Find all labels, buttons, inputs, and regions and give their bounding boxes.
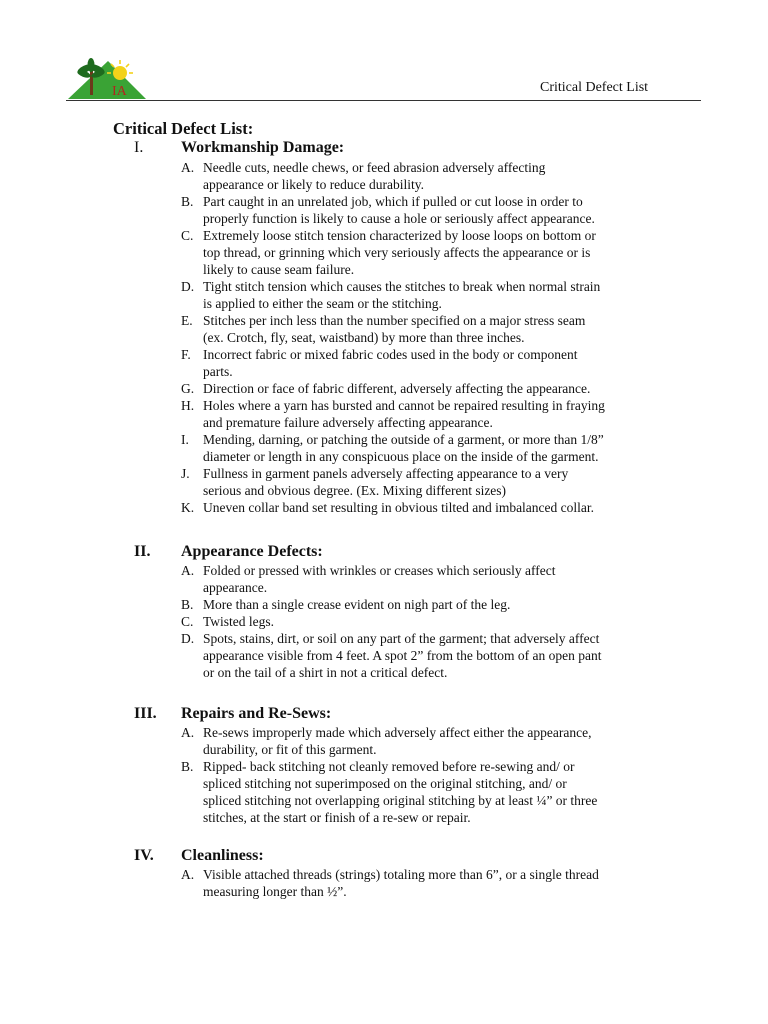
page-header: [0, 0, 768, 102]
item-text: [203, 193, 673, 227]
item-text-line: Spots, stains, dirt, or soil on any part of the garment; that adversely affect: [203, 631, 600, 646]
item-letter: A.: [181, 725, 195, 740]
item-text-line: Visible attached threads (strings) totaling more than 6”, or a single thread: [203, 867, 599, 882]
item-text-line: Re-sews improperly made which adversely affect either the appearance,: [203, 725, 592, 740]
item-letter: I.: [181, 432, 189, 447]
defect-item: [0, 758, 768, 826]
item-text: [203, 724, 673, 758]
item-text-line: top thread, or grinning which very seriously affects the appearance or is: [203, 245, 591, 260]
item-letter: B.: [181, 597, 194, 612]
item-text: [203, 380, 673, 397]
item-text-line: spliced stitching not superimposed on the original stitching, and/ or: [203, 776, 567, 791]
item-text: [203, 613, 673, 630]
item-text-line: Folded or pressed with wrinkles or creases which seriously affect: [203, 563, 556, 578]
defect-item: [0, 596, 768, 613]
logo-text: IA: [112, 84, 127, 99]
item-text-line: Part caught in an unrelated job, which if pulled or cut loose in order to: [203, 194, 583, 209]
item-letter: B.: [181, 194, 194, 209]
item-text-line: appearance.: [203, 580, 268, 595]
item-text: [203, 465, 673, 499]
item-text-line: appearance visible from 4 feet. A spot 2” from the bottom of an open pant: [203, 648, 602, 663]
defect-item: [0, 465, 768, 499]
item-text-line: properly function is likely to cause a hole or seriously affect appearance.: [203, 211, 595, 226]
section-title: Repairs and Re-Sews:: [181, 705, 332, 722]
section-numeral: IV.: [134, 847, 154, 864]
defect-item: [0, 380, 768, 397]
item-letter: K.: [181, 500, 195, 515]
defect-item-list: [0, 159, 768, 516]
section-numeral: III.: [134, 705, 157, 722]
item-text-line: Twisted legs.: [203, 614, 275, 629]
item-letter: F.: [181, 347, 191, 362]
item-text-line: diameter or length in any conspicuous place on the inside of the garment.: [203, 449, 599, 464]
item-text-line: or on the tail of a shirt in not a critical defect.: [203, 665, 448, 680]
item-text-line: Fullness in garment panels adversely affecting appearance to a very: [203, 466, 569, 481]
defect-item: [0, 159, 768, 193]
defect-item: [0, 866, 768, 900]
document-title: Critical Defect List:: [113, 119, 254, 138]
section-numeral: II.: [134, 543, 151, 560]
defect-item: [0, 630, 768, 681]
item-text: [203, 397, 673, 431]
defect-item: [0, 278, 768, 312]
item-text-line: Incorrect fabric or mixed fabric codes used in the body or component: [203, 347, 578, 362]
item-text-line: Uneven collar band set resulting in obvious tilted and imbalanced collar.: [203, 500, 595, 515]
item-text: [203, 499, 673, 516]
item-letter: C.: [181, 228, 194, 243]
defect-item: [0, 724, 768, 758]
defect-item-list: [0, 866, 768, 900]
defect-item: [0, 312, 768, 346]
item-text: [203, 159, 673, 193]
item-letter: J.: [181, 466, 190, 481]
item-text-line: More than a single crease evident on nigh part of the leg.: [203, 597, 511, 612]
item-text-line: stitches, at the start or finish of a re-sew or repair.: [203, 810, 471, 825]
defect-item: [0, 431, 768, 465]
item-letter: A.: [181, 867, 195, 882]
item-letter: D.: [181, 279, 195, 294]
item-text: [203, 596, 673, 613]
item-text-line: Mending, darning, or patching the outside of a garment, or more than 1/8”: [203, 432, 604, 447]
item-letter: C.: [181, 614, 194, 629]
item-text: [203, 866, 673, 900]
item-text: [203, 312, 673, 346]
section-numeral: I.: [134, 139, 144, 156]
header-title: Critical Defect List: [540, 80, 649, 95]
defect-item: [0, 346, 768, 380]
item-text-line: measuring longer than ½”.: [203, 884, 347, 899]
item-text-line: Stitches per inch less than the number specified on a major stress seam: [203, 313, 586, 328]
section-title: Workmanship Damage:: [181, 139, 345, 156]
item-text-line: Holes where a yarn has bursted and cannot be repaired resulting in fraying: [203, 398, 605, 413]
item-text-line: Extremely loose stitch tension characterized by loose loops on bottom or: [203, 228, 596, 243]
item-text: [203, 431, 673, 465]
item-text-line: and premature failure adversely affecting appearance.: [203, 415, 493, 430]
item-letter: D.: [181, 631, 195, 646]
item-text: [203, 346, 673, 380]
item-letter: A.: [181, 160, 195, 175]
item-text-line: Tight stitch tension which causes the stitches to break when normal strain: [203, 279, 601, 294]
item-text-line: likely to cause seam failure.: [203, 262, 355, 277]
item-text-line: spliced stitching not overlapping original stitching by at least ¼” or three: [203, 793, 598, 808]
item-text-line: appearance or likely to reduce durability.: [203, 177, 425, 192]
section-title: Cleanliness:: [181, 847, 264, 864]
item-text-line: Needle cuts, needle chews, or feed abrasion adversely affecting: [203, 160, 546, 175]
defect-item-list: [0, 724, 768, 826]
item-text-line: (ex. Crotch, fly, seat, waistband) by more than three inches.: [203, 330, 525, 345]
item-letter: E.: [181, 313, 193, 328]
item-text: [203, 758, 673, 826]
item-letter: G.: [181, 381, 195, 396]
defect-item: [0, 499, 768, 516]
item-text: [203, 227, 673, 278]
item-letter: A.: [181, 563, 195, 578]
item-text-line: is applied to either the seam or the stitching.: [203, 296, 442, 311]
item-text-line: durability, or fit of this garment.: [203, 742, 377, 757]
item-text-line: Direction or face of fabric different, adversely affecting the appearance.: [203, 381, 591, 396]
defect-item: [0, 193, 768, 227]
item-text: [203, 562, 673, 596]
item-text-line: parts.: [203, 364, 233, 379]
item-letter: H.: [181, 398, 195, 413]
company-logo: [68, 55, 146, 99]
defect-item: [0, 562, 768, 596]
defect-item: [0, 613, 768, 630]
item-letter: B.: [181, 759, 194, 774]
section-title: Appearance Defects:: [181, 543, 323, 560]
item-text-line: serious and obvious degree. (Ex. Mixing different sizes): [203, 483, 507, 498]
defect-item-list: [0, 562, 768, 681]
defect-item: [0, 227, 768, 278]
header-rule: [66, 100, 701, 101]
item-text-line: Ripped- back stitching not cleanly removed before re-sewing and/ or: [203, 759, 575, 774]
defect-item: [0, 397, 768, 431]
item-text: [203, 278, 673, 312]
item-text: [203, 630, 673, 681]
